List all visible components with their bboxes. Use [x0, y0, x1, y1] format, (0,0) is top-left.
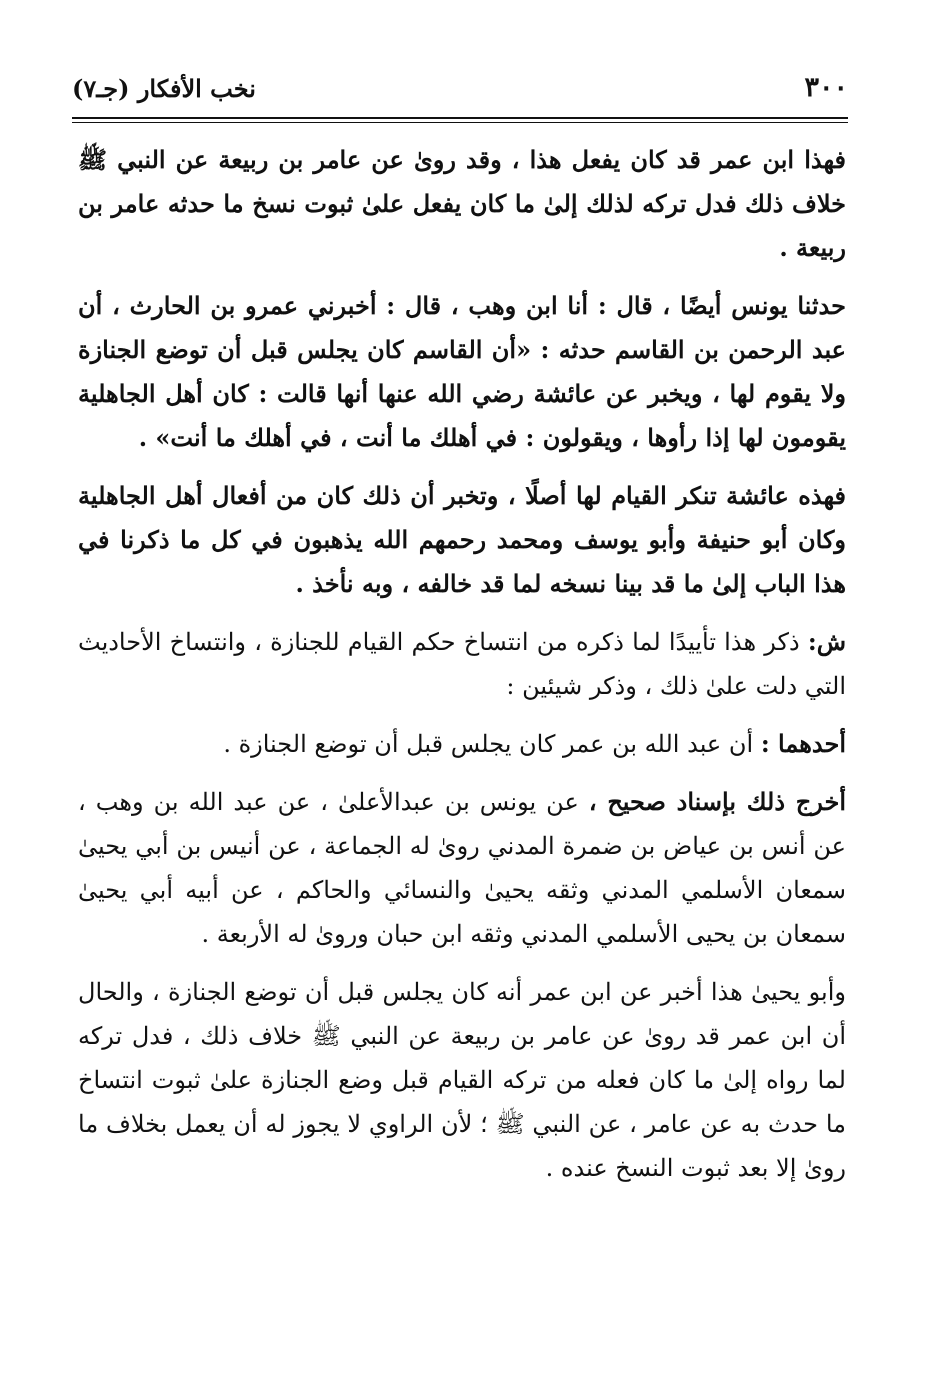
paragraph-5 [78, 722, 846, 766]
paragraph-1: فهذا ابن عمر قد كان يفعل هذا ، وقد روىٰ عن عامر بن ربيعة عن النبي ﷺ خلاف ذلك فدل تركه لذلك إلىٰ ما كان يفعل علىٰ ثبوت نسخ ما حدثه عامر بن ربيعة . [78, 145, 846, 262]
paragraph-4-text: ذكر هذا تأييدًا لما ذكره من انتساخ حكم القيام للجنازة ، وانتساخ الأحاديث التي دلت علىٰ ذلك ، وذكر شيئين : [78, 628, 846, 700]
paragraph-7: وأبو يحيىٰ هذا أخبر عن ابن عمر أنه كان يجلس قبل أن توضع الجنازة ، والحال أن ابن عمر قد روىٰ عن عامر بن ربيعة عن النبي ﷺ خلاف ذلك ، فدل تركه لما رواه إلىٰ ما كان فعله من تركه القيام قبل وضع الجنازة علىٰ ثبوت انتساخ ما حدث به عن عامر ، عن النبي ﷺ ؛ لأن الراوي لا يجوز له أن يعمل بخلاف ما روىٰ إلا بعد ثبوت النسخ عنده . [78, 978, 846, 1182]
page-header [72, 70, 848, 114]
paragraph-6 [78, 780, 846, 956]
commentary-marker: ش: [807, 627, 846, 656]
page-body [78, 138, 846, 1204]
paragraph-3: فهذه عائشة تنكر القيام لها أصلًا ، وتخبر أن ذلك كان من أفعال أهل الجاهلية وكان أبو حنيفة وأبو يوسف ومحمد رحمهم الله يذهبون في كل ما ذكرنا في هذا الباب إلىٰ ما قد بينا نسخه لما قد خالفه ، وبه نأخذ . [78, 481, 846, 598]
paragraph-6-text: عن يونس بن عبدالأعلىٰ ، عن عبد الله بن وهب ، عن أنس بن عياض بن ضمرة المدني روىٰ له الجماعة ، عن أنيس بن أبي يحيىٰ سمعان الأسلمي المدني وثقه يحيىٰ والنسائي والحاكم ، عن أبيه أبي يحيىٰ سمعان بن يحيى الأسلمي المدني وثقه ابن حبان وروىٰ له الأربعة . [78, 788, 846, 948]
paragraph-5-text: أن عبد الله بن عمر كان يجلس قبل أن توضع الجنازة . [223, 730, 754, 758]
page-number: ٣٠٠ [804, 72, 848, 103]
isnad-lead: أخرج ذلك بإسناد صحيح ، [588, 787, 846, 816]
header-rule [72, 117, 848, 119]
paragraph-2: حدثنا يونس أيضًا ، قال : أنا ابن وهب ، قال : أخبرني عمرو بن الحارث ، أن عبد الرحمن بن القاسم حدثه : «أن القاسم كان يجلس قبل أن توضع الجنازة ولا يقوم لها ، ويخبر عن عائشة رضي الله عنها أنها قالت : كان أهل الجاهلية يقومون لها إذا رأوها ، ويقولون : في أهلك ما أنت ، في أهلك ما أنت» . [78, 291, 847, 452]
running-title: نخب الأفكار (جـ٧) [72, 74, 256, 103]
header-rule-thin [72, 122, 848, 123]
paragraph-4 [78, 620, 846, 708]
first-point-label: أحدهما : [760, 729, 846, 758]
